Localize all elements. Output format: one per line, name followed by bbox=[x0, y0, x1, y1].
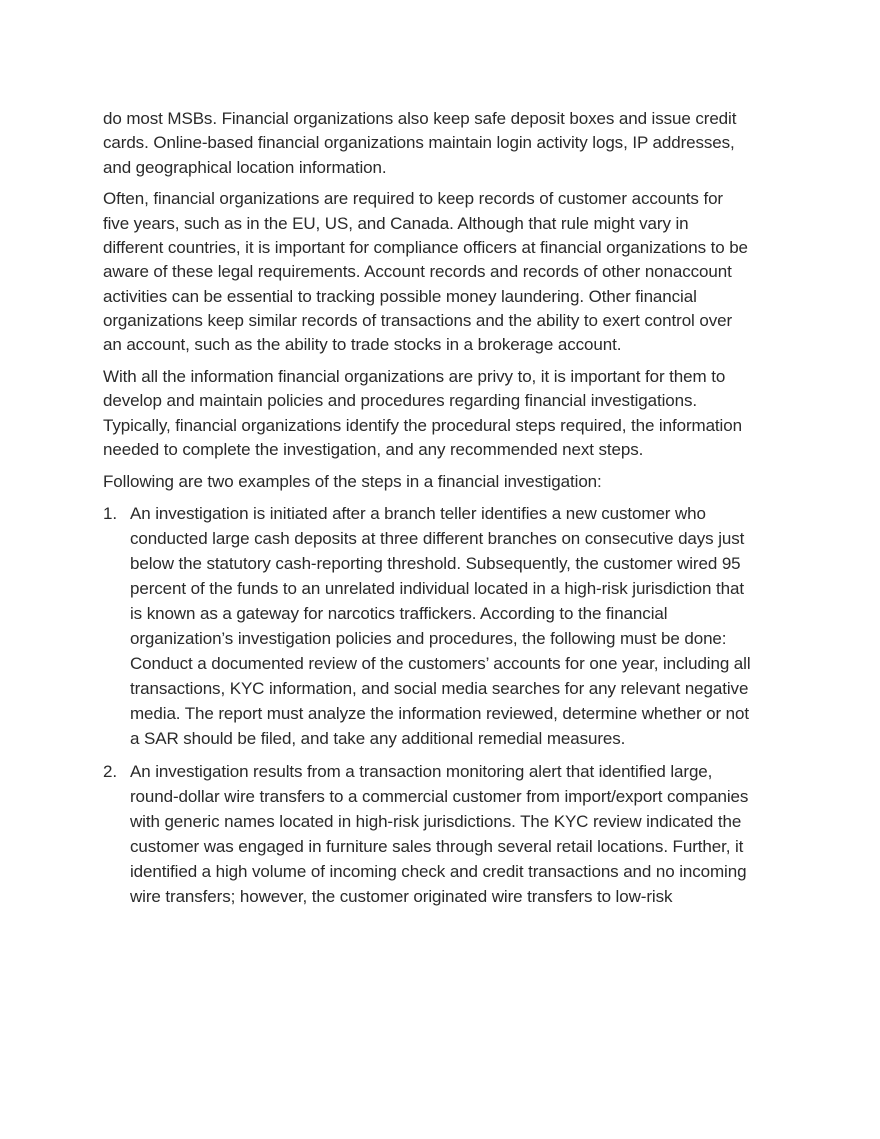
paragraph-msbs: do most MSBs. Financial organizations also keep safe deposit boxes and issue credit cards. Online-based financial organizations maintain login activity logs, IP addresses, and geographical location information. bbox=[103, 109, 737, 177]
list-item bbox=[103, 501, 753, 751]
paragraph-policies: With all the information financial organizations are privy to, it is important for them to develop and maintain policies and procedures regarding financial investigations. Typically, financial organizations identify the procedural steps required, the information needed to complete the investigation, and any recommended next steps. bbox=[103, 366, 742, 459]
document-page bbox=[103, 107, 753, 917]
list-item-number: 1. bbox=[103, 504, 117, 524]
list-item-number: 2. bbox=[103, 762, 117, 782]
investigation-steps-list bbox=[103, 501, 753, 909]
paragraph-record-keeping: Often, financial organizations are required to keep records of customer accounts for five years, such as in the EU, US, and Canada. Although that rule might vary in different countries, it is important for compliance officers at financial organizations to be aware of these legal requirements. Account records and records of other nonaccount activities can be essential to tracking possible money laundering. Other financial organizations keep similar records of transactions and the ability to exert control over an account, such as the ability to trade stocks in a brokerage account. bbox=[103, 189, 748, 355]
list-item bbox=[103, 759, 753, 909]
list-item-text: An investigation is initiated after a branch teller identifies a new customer who conducted large cash deposits at three different branches on consecutive days just below the statutory cash-reporting threshold. Subsequently, the customer wired 95 percent of the funds to an unrelated individual located in a high-risk jurisdiction that is known as a gateway for narcotics traffickers. According to the financial organization’s investigation policies and procedures, the following must be done: Conduct a documented review of the customers’ accounts for one year, including all transactions, KYC information, and social media searches for any relevant negative media. The report must analyze the information reviewed, determine whether or not a SAR should be filed, and take any additional remedial measures. bbox=[130, 504, 751, 749]
list-item-text: An investigation results from a transaction monitoring alert that identified large, round-dollar wire transfers to a commercial customer from import/export companies with generic names located in high-risk jurisdictions. The KYC review indicated the customer was engaged in furniture sales through several retail locations. Further, it identified a high volume of incoming check and credit transactions and no incoming wire transfers; however, the customer originated wire transfers to low-risk bbox=[130, 762, 749, 907]
paragraph-examples-intro: Following are two examples of the steps in a financial investigation: bbox=[103, 471, 602, 491]
